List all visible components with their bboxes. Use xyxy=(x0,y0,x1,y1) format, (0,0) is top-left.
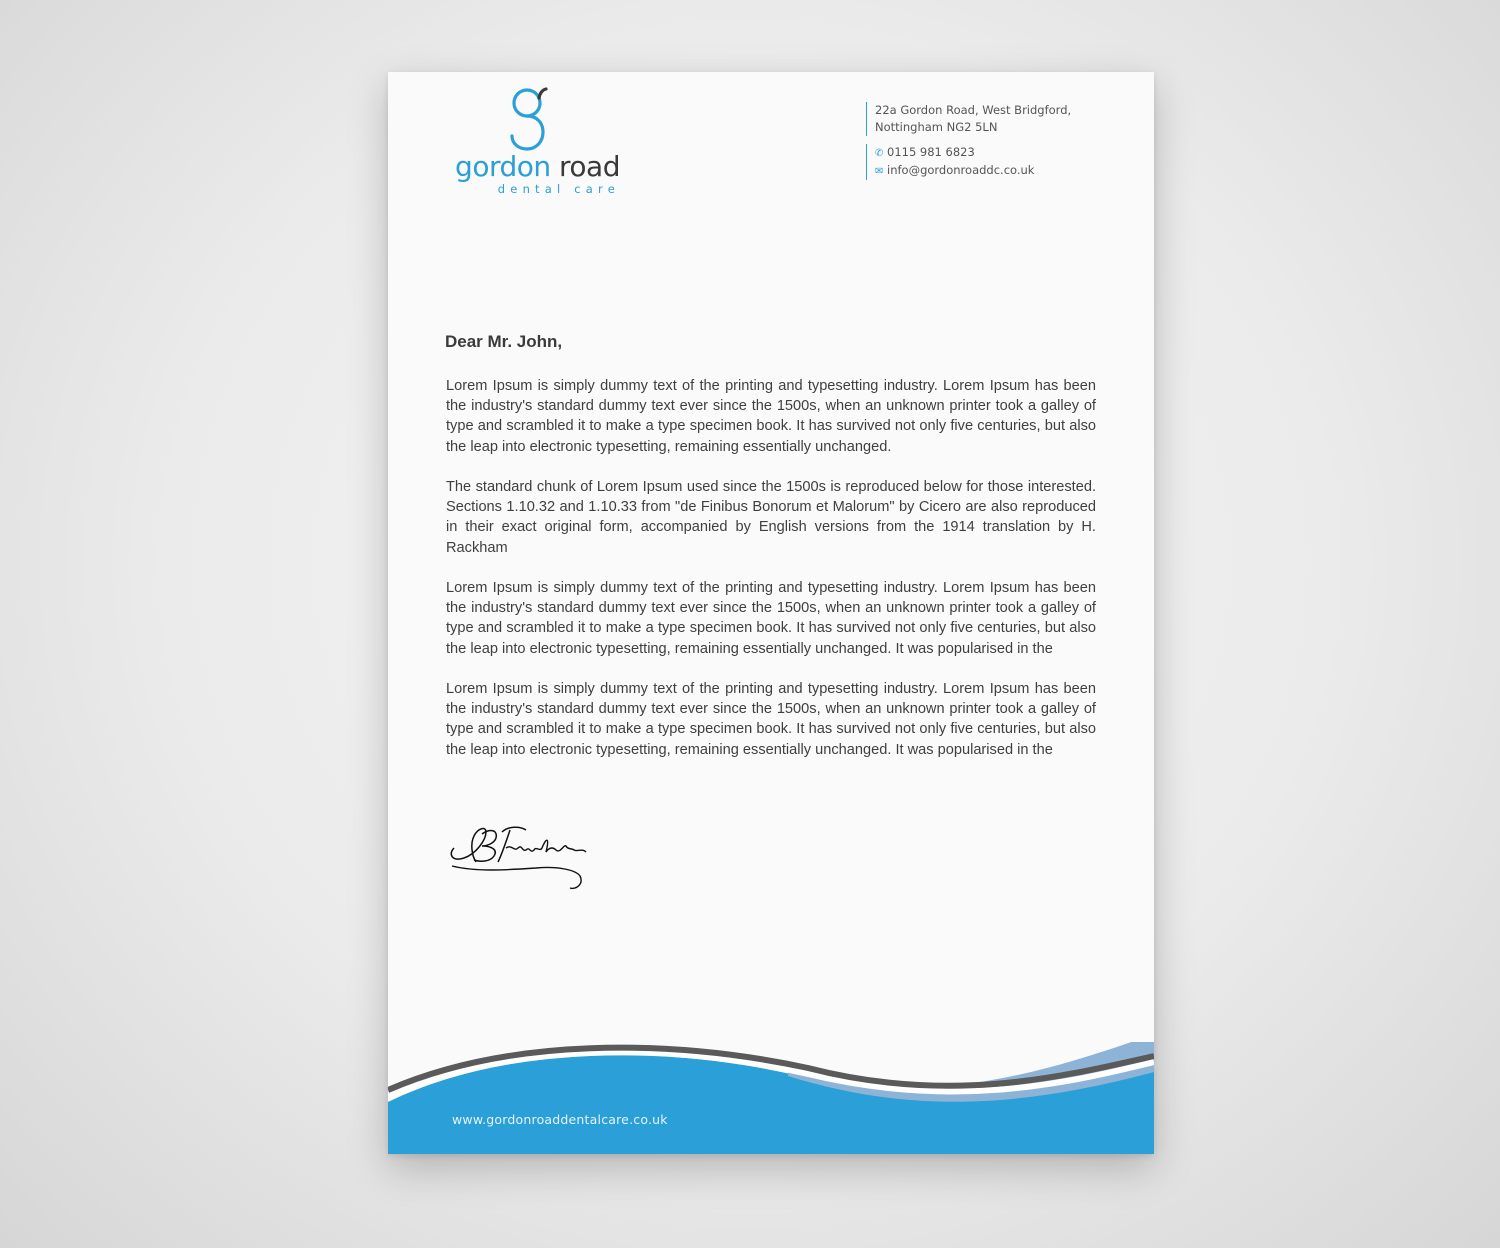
paragraph: Lorem Ipsum is simply dummy text of the printing and typesetting industry. Lorem Ipsum has been the industry's standard dummy text ever since the 1500s, when an unknown printer took a galley of type and scrambled it to make a type specimen book. It has survived not only five centuries, but also the leap into electronic typesetting, remaining essentially unchanged. It was popularised in the xyxy=(446,580,1096,657)
brand-name-part2: road xyxy=(559,150,620,183)
letter-body xyxy=(446,376,1096,780)
address-line-1: 22a Gordon Road, West Bridgford, xyxy=(875,103,1072,117)
envelope-icon: ✉ xyxy=(875,166,884,177)
brand-logo xyxy=(440,86,630,196)
email-row xyxy=(875,162,1105,180)
website-url: www.gordonroaddentalcare.co.uk xyxy=(452,1112,668,1127)
letterhead-sheet xyxy=(388,72,1154,1154)
handwritten-signature xyxy=(446,818,596,896)
phone-email-block xyxy=(866,144,1105,180)
brand-name-part1: gordon xyxy=(455,150,551,183)
email-address: info@gordonroaddc.co.uk xyxy=(887,163,1035,177)
address-block xyxy=(866,102,1105,136)
phone-number: 0115 981 6823 xyxy=(887,145,975,159)
brand-name xyxy=(440,152,620,182)
brand-tagline: dental care xyxy=(497,182,620,196)
paragraph: Lorem Ipsum is simply dummy text of the printing and typesetting industry. Lorem Ipsum has been the industry's standard dummy text ever since the 1500s, when an unknown printer took a galley of type and scrambled it to make a type specimen book. It has survived not only five centuries, but also the leap into electronic typesetting, remaining essentially unchanged. xyxy=(446,378,1096,455)
paragraph: Lorem Ipsum is simply dummy text of the printing and typesetting industry. Lorem Ipsum has been the industry's standard dummy text ever since the 1500s, when an unknown printer took a galley of type and scrambled it to make a type specimen book. It has survived not only five centuries, but also the leap into electronic typesetting, remaining essentially unchanged. It was popularised in the xyxy=(446,681,1096,758)
g-monogram-icon xyxy=(508,86,554,152)
phone-icon: ✆ xyxy=(875,148,884,159)
paragraph: The standard chunk of Lorem Ipsum used since the 1500s is reproduced below for those interested. Sections 1.10.32 and 1.10.33 from "de Finibus Bonorum et Malorum" by Cicero are also reproduced in their exact original form, accompanied by English versions from the 1914 translation by H. Rackham xyxy=(446,479,1096,556)
footer-wave xyxy=(388,1042,1154,1154)
letter-greeting: Dear Mr. John, xyxy=(445,332,563,351)
phone-row xyxy=(875,144,1105,162)
address-line-2: Nottingham NG2 5LN xyxy=(875,120,998,134)
